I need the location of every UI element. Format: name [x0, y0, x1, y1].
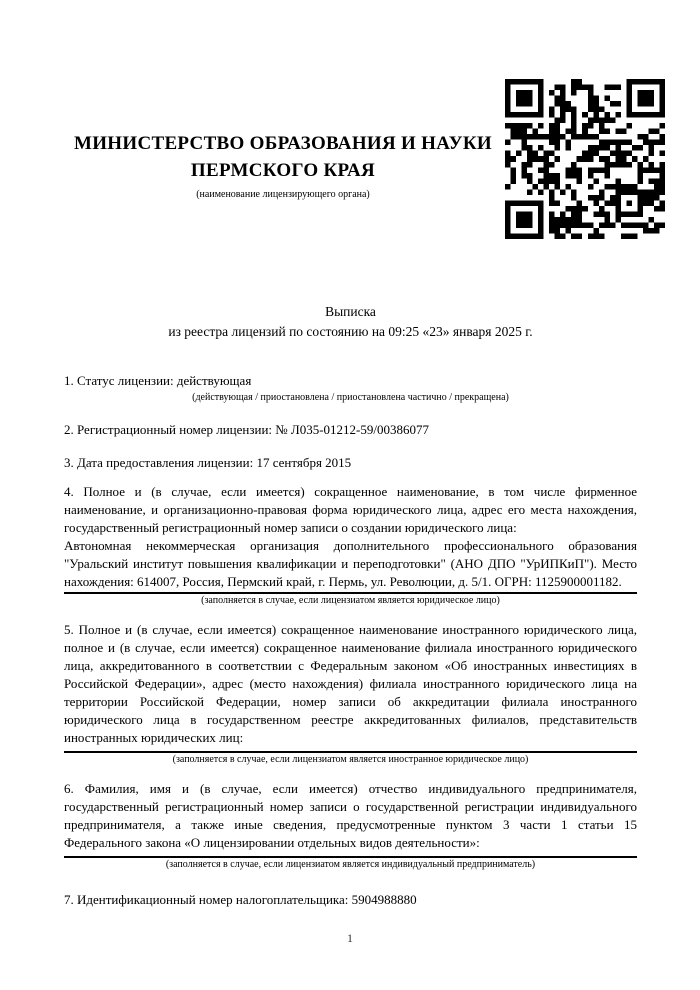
foreign-entity-clause: 5. Полное и (в случае, если имеется) сокращенное наименование иностранного юридического лица, полное и (в случае, если имеется) сокращенное наименование филиала иностранного юридического лица, аккредитованного в соответствии с Федеральным законом «Об иностранных инвестициях в Российской Федерации», адрес (место нахождения) филиала иностранного юридического лица на территории Российской Федерации, номер записи об аккредитации филиала иностранного юридического лица в государственном реестре аккредитованных филиалов, представительств иностранных юридических лиц:	[64, 622, 637, 745]
licensing-authority-block	[43, 130, 523, 201]
license-grant-date: 3. Дата предоставления лицензии: 17 сентября 2015	[64, 455, 352, 470]
individual-entrepreneur-clause: 6. Фамилия, имя и (в случае, если имеется) отчество индивидуального предпринимателя, государственный регистрационный номер записи о государственной регистрации индивидуального предпринимателя, а также иные сведения, предусмотренные пунктом 3 части 1 статьи 15 Федерального закона «О лицензировании отдельных видов деятельности»:	[64, 781, 637, 850]
legal-entity-value: Автономная некоммерческая организация дополнительного профессионального образования "Уральский институт повышения квалификации и переподготовки" (АНО ДПО "УрИПКиП"). Место нахождения: 614007, Россия, Пермский край, г. Пермь, ул. Революции, д. 5/1. ОГРН: 1125900001182.	[64, 538, 637, 589]
license-status: 1. Статус лицензии: действующая	[64, 373, 252, 388]
foreign-entity-caption: (заполняется в случае, если лицензиатом является иностранное юридическое лицо)	[172, 754, 529, 765]
page-number: 1	[347, 931, 353, 945]
legal-entity-caption: (заполняется в случае, если лицензиатом является юридическое лицо)	[201, 595, 500, 606]
ministry-caption: (наименование лицензирующего органа)	[196, 189, 370, 200]
qr-code	[505, 79, 665, 239]
ministry-name-line2: ПЕРМСКОГО КРАЯ	[190, 160, 376, 181]
qr-code-graphic	[505, 79, 665, 239]
individual-entrepreneur-caption: (заполняется в случае, если лицензиатом является индивидуальный предприниматель)	[165, 859, 536, 870]
document-title-line2: из реестра лицензий по состоянию на 09:25 «23» января 2025 г.	[168, 324, 533, 339]
license-status-caption: (действующая / приостановлена / приостановлена частично / прекращена)	[192, 392, 509, 403]
ministry-name-line1: МИНИСТЕРСТВО ОБРАЗОВАНИЯ И НАУКИ	[73, 133, 493, 154]
document-title-line1: Выписка	[325, 304, 376, 319]
legal-entity-clause: 4. Полное и (в случае, если имеется) сокращенное наименование, в том числе фирменное наименование, и организационно-правовая форма юридического лица, адрес его места нахождения, государственный регистрационный номер записи о создании юридического лица:	[64, 484, 637, 535]
document-title	[64, 302, 637, 342]
taxpayer-id: 7. Идентификационный номер налогоплательщика: 5904988880	[64, 892, 417, 907]
license-registration-number: 2. Регистрационный номер лицензии: № Л035-01212-59/00386077	[64, 422, 430, 437]
document-body	[64, 302, 637, 909]
